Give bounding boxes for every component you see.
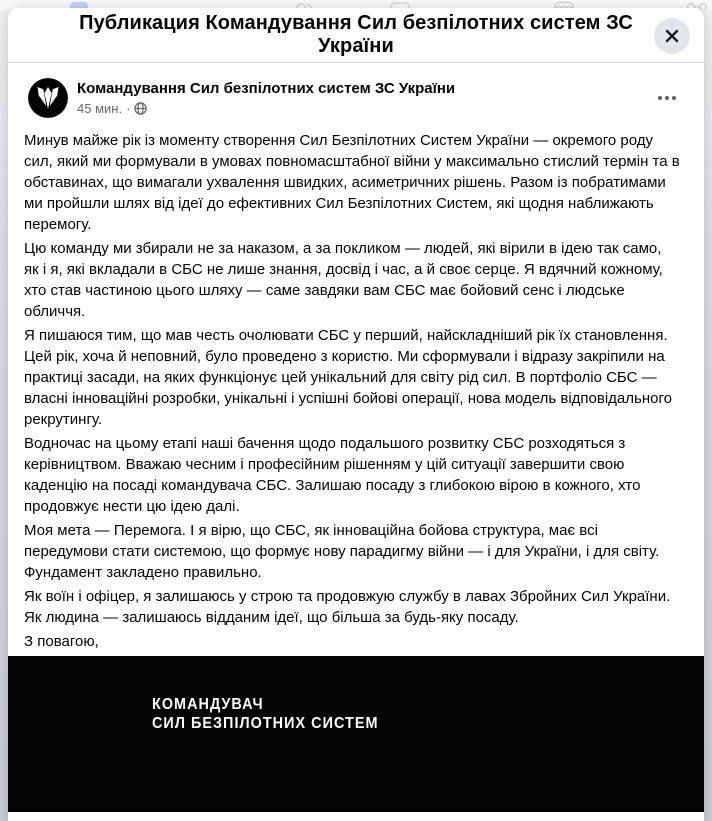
close-icon (663, 27, 681, 45)
paragraph: Як воїн і офіцер, я залишаюсь у строю та продовжую службу в лавах Збройних Сил України. Як людина — залишаюсь відданим ідеї, що більша за будь-яку посаду. (24, 588, 671, 626)
avatar[interactable] (28, 78, 68, 118)
dots-icon (658, 96, 662, 100)
dialog-title: Публикация Командування Сил безпілотних систем ЗС України (79, 12, 633, 57)
post-text (8, 118, 704, 673)
paragraph: Я пишаюся тим, що мав честь очолювати СБС у перший, найскладніший рік їх становлення. Цей рік, хоча й неповний, було проведено з користю. Ми сформували і відразу закріпили на практиці засади, на яких функціонує цей унікальний для світу рід сил. В портфоліо СБС — власні інноваційні розробки, унікальні і успішні бойові операції, нова модель відповідального рекрутингу. (24, 327, 672, 428)
post-meta (77, 79, 455, 117)
post-header (8, 63, 704, 118)
image-caption-line: СИЛ БЕЗПІЛОТНИХ СИСТЕМ (152, 715, 379, 732)
paragraph: Цю команду ми збирали не за наказом, а за покликом — людей, які вірили в ідею так само, як і я, які вкладали в СБС не лише знання, досвід і час, а й своє серце. Я вдячний кожному, хто став частиною цього шляху — саме завдяки вам СБС має бойовий сенс і людське обличчя. (24, 240, 663, 320)
paragraph: Водночас на цьому етапі наші бачення щодо подальшого розвитку СБС розходяться з керівництвом. Вважаю чесним і професійним рішенням у цій ситуації завершити свою каденцію на посаді командувача СБС. Залишаю посаду з глибокою вірою в кожного, хто продовжує нести цю ідею далі. (24, 435, 641, 515)
post-dialog (8, 8, 704, 821)
page-name[interactable]: Командування Сил безпілотних систем ЗС України (77, 80, 456, 97)
paragraph: Моя мета — Перемога. І я вірю, що СБС, як інноваційна бойова структура, має всі передумови стати системою, що формує нову парадигму війни — і для України, і для світу. Фундамент закладено правильно. (24, 522, 660, 581)
image-caption (152, 695, 379, 733)
post-image[interactable] (8, 656, 704, 812)
close-button[interactable] (654, 18, 690, 54)
dot-separator: · (126, 101, 131, 116)
image-caption-line: КОМАНДУВАЧ (152, 696, 264, 713)
signature-line: З повагою, (24, 633, 99, 650)
timestamp[interactable]: 45 мин. (77, 101, 123, 116)
post-options-button[interactable] (652, 90, 682, 106)
post-subline (77, 100, 455, 117)
paragraph: Минув майже рік із моменту створення Сил Безпілотних Систем України — окремого роду сил, який ми формували в умовах повномасштабної війни у максимально стислий термін та в обставинах, що вимагали ухвалення швидких, асиметричних рішень. Разом із побратимами ми пройшли шлях від ідеї до ефективних Сил Безпілотних Систем, які щодня наближають перемогу. (24, 132, 680, 233)
dialog-header (8, 8, 704, 63)
public-globe-icon (134, 102, 147, 115)
